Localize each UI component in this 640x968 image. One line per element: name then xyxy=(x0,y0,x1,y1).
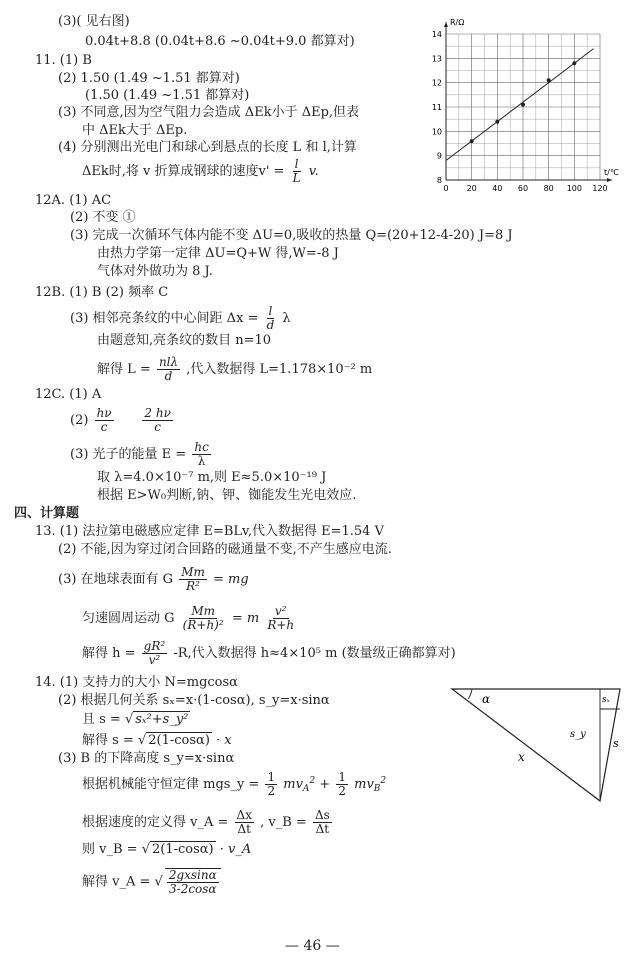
q12b-1: 12B. (1) B (2) 频率 C xyxy=(35,285,169,300)
fit-line xyxy=(446,49,594,161)
fraction-Mm-R2: $\frac{Mm}{\text{R²}}$ xyxy=(181,565,205,593)
q12b-3b: 由题意知,亮条纹的数目 n=10 xyxy=(97,333,272,348)
q12a-3: (3) 完成一次循环气体内能不变 ΔU=0,吸收的热量 Q=(20+12-4-20) J=8 J xyxy=(70,228,513,243)
fraction-l-d: $\frac{l}{d}$ xyxy=(266,304,275,332)
q14-3e: 解得 v_A = √ $\frac{2gxsin\alpha}{3-2\cos\alpha}$ xyxy=(82,868,223,896)
y-tick-label: 9 xyxy=(436,151,442,161)
y-tick-label: 14 xyxy=(431,30,442,39)
y-tick-label: 12 xyxy=(431,78,442,88)
q14-2c: 解得 s = √ 2(1-cosα) · x xyxy=(82,733,232,748)
y-tick-label: 11 xyxy=(431,103,442,112)
data-point xyxy=(572,61,576,65)
q13-1: 13. (1) 法拉第电磁感应定律 E=BLv,代入数据得 E=1.54 V xyxy=(35,524,384,539)
fraction-2hv-c: $\frac{2 h\nu}{c}$ xyxy=(144,406,171,434)
q12b-3c: 解得 L = $\frac{\text{nlλ}}{d}$ ,代入数据得 L=1.178×10⁻² m xyxy=(97,355,373,383)
fraction-hv-c: $\frac{h\nu}{c}$ xyxy=(96,406,112,434)
sy-label: s_y xyxy=(570,729,586,740)
q11-4: (4) 分别测出光电门和球心到悬点的长度 L 和 l,计算 xyxy=(58,140,357,155)
q11-4b: ΔEk时,将 v 折算成钢球的速度v' = $\frac{l}{L}$ v. xyxy=(82,157,319,185)
q12a-2: (2) 不变 ① xyxy=(70,210,136,225)
q12c-2: (2) $\frac{h\nu}{c}$ $\frac{2 h\nu}{c}$ xyxy=(70,406,171,434)
q14-3c: 根据速度的定义得 v_A = $\frac{\Delta x}{\Delta t}$ , v_B = $\frac{\Delta s}{\Delta t}$ xyxy=(82,808,330,836)
sx-label: sₓ xyxy=(602,695,610,705)
q14-3: (3) B 的下降高度 s_y=x·sinα xyxy=(58,751,235,766)
fraction-hc-lambda: $\frac{hc}{\lambda}$ xyxy=(194,440,209,468)
data-point xyxy=(547,78,551,82)
fraction-gR2-v2: $\frac{\text{gR²}}{\text{v²}}$ xyxy=(143,639,166,667)
s-label: s xyxy=(613,737,619,750)
alpha-label: α xyxy=(482,692,491,706)
q13-3b: 匀速圆周运动 G $\frac{Mm}{\text{(R+h)²}}$ = m $\frac{\text{v²}}{R+h}$ xyxy=(82,604,295,632)
x-tick-label: 100 xyxy=(566,184,582,192)
sqrt-sx-sy: sₓ²+s_y² xyxy=(135,712,189,727)
x-tick-label: 80 xyxy=(543,184,554,192)
fraction-dx-dt: $\frac{\Delta x}{\Delta t}$ xyxy=(236,808,252,836)
fraction-ds-dt: $\frac{\Delta s}{\Delta t}$ xyxy=(314,808,330,836)
q11-3b: 中 ΔEk大于 ΔEp. xyxy=(82,123,188,138)
x-tick-label: 40 xyxy=(492,184,503,192)
alpha-arc xyxy=(468,689,472,699)
x-label: x xyxy=(518,750,525,764)
q12c-3c: 根据 E>W₀判断,钠、钾、铷能发生光电效应. xyxy=(97,488,357,503)
y-tick-label: 8 xyxy=(436,176,442,185)
data-point xyxy=(470,139,474,143)
data-point xyxy=(521,103,525,107)
q14-3b: 根据机械能守恒定律 mgs_y = $\frac{1}{2}$ $mv_A^2$ + $\frac{1}{2}$ $mv_B^2$ xyxy=(82,770,387,798)
q12a-3c: 气体对外做功为 8 J. xyxy=(97,264,213,279)
incline-triangle-diagram xyxy=(450,685,630,805)
q12c-3b: 取 λ=4.0×10⁻⁷ m,则 E≈5.0×10⁻¹⁹ J xyxy=(97,470,327,485)
q11-2b: (1.50 (1.49 ~1.51 都算对) xyxy=(85,88,250,103)
r-vs-t-chart xyxy=(420,12,620,192)
line-3-see-chart: (3)( 见右图) xyxy=(58,14,130,29)
data-point xyxy=(495,120,499,124)
x-tick-label: 120 xyxy=(592,184,608,192)
x-axis-arrow xyxy=(607,178,612,182)
fraction-nl-d: $\frac{\text{nlλ}}{d}$ xyxy=(158,355,179,383)
q14-3d: 则 v_B = √ 2(1-cosα) · v_A xyxy=(82,842,252,857)
q12c-1: 12C. (1) A xyxy=(35,387,102,402)
q11-3: (3) 不同意,因为空气阻力会造成 ΔEk小于 ΔEp,但表 xyxy=(58,105,360,120)
q14-2b: 且 s = √ sₓ²+s_y² xyxy=(82,712,189,727)
q13-2: (2) 不能,因为穿过闭合回路的磁通量不变,不产生感应电流. xyxy=(58,542,392,557)
y-tick-label: 13 xyxy=(431,54,442,64)
q13-3c: 解得 h = $\frac{\text{gR²}}{\text{v²}}$ -R,代入数据得 h≈4×10⁵ m (数量级正确都算对) xyxy=(82,639,456,667)
x-axis-label: t/℃ xyxy=(604,168,619,177)
section-heading-calc: 四、计算题 xyxy=(14,506,80,521)
q12a-3b: 由热力学第一定律 ΔU=Q+W 得,W=-8 J xyxy=(97,246,339,261)
line-fit-equation: 0.04t+8.8 (0.04t+8.6 ~0.04t+9.0 都算对) xyxy=(85,34,355,49)
q11-1: 11. (1) B xyxy=(35,53,92,68)
y-tick-label: 10 xyxy=(431,127,442,137)
x-tick-label: 0 xyxy=(443,184,449,192)
x-tick-label: 20 xyxy=(466,184,477,192)
page-number: — 46 — xyxy=(285,938,340,954)
q12b-3: (3) 相邻亮条纹的中心间距 Δx = $\frac{l}{d}$ λ xyxy=(70,304,291,332)
y-axis-arrow xyxy=(444,22,448,27)
triangle-outline xyxy=(452,689,620,801)
fraction-l-L: $\frac{l}{L}$ xyxy=(292,157,301,185)
fraction-Mm-Rh2: $\frac{Mm}{\text{(R+h)²}}$ xyxy=(182,604,224,632)
fraction-v2-Rh: $\frac{\text{v²}}{R+h}$ xyxy=(267,604,295,632)
q14-1: 14. (1) 支持力的大小 N=mgcosα xyxy=(35,675,238,690)
chart-axes xyxy=(444,22,612,182)
q12a-1: 12A. (1) AC xyxy=(35,193,112,208)
q11-2: (2) 1.50 (1.49 ~1.51 都算对) xyxy=(58,71,240,86)
q14-2: (2) 根据几何关系 sₓ=x·(1-cosα), s_y=x·sinα xyxy=(58,693,330,708)
fraction-vA: $\frac{2gxsin\alpha}{3-2\cos\alpha}$ xyxy=(165,868,221,896)
chart-grid xyxy=(446,34,600,180)
q12c-3: (3) 光子的能量 E = $\frac{hc}{\lambda}$ xyxy=(70,440,209,468)
q13-3: (3) 在地球表面有 G $\frac{Mm}{\text{R²}}$ = mg xyxy=(58,565,249,593)
y-axis-label: R/Ω xyxy=(450,18,465,27)
x-tick-label: 60 xyxy=(517,184,529,192)
